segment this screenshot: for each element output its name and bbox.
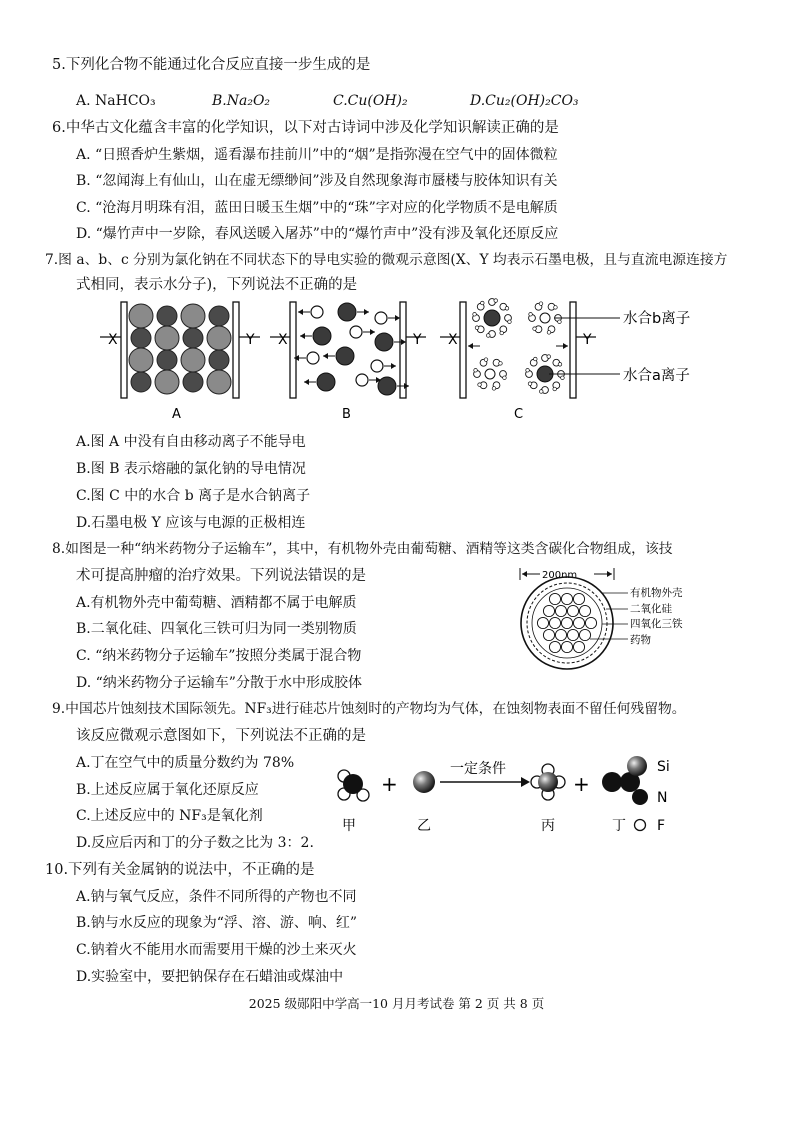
water-hydrogen: [528, 382, 532, 386]
drug-particle: [567, 605, 578, 616]
water-hydrogen: [473, 312, 477, 316]
electrode-y-label: Y: [413, 332, 422, 348]
q10-option-d: D.实验室中，要把钠保存在石蜡油或煤油中: [76, 969, 344, 985]
ionic-lattice: [129, 304, 231, 394]
legend-si-label: Si: [657, 759, 670, 775]
q5-option-b: B.Na₂O₂: [212, 93, 271, 109]
water-hydrogen: [500, 331, 504, 335]
species-bing-sif4: [531, 764, 565, 800]
q8-option-b: B.二氧化硅、四氧化三铁可归为同一类别物质: [76, 621, 357, 637]
q9-stem-line1: 9.中国芯片蚀刻技术国际领先。NF₃进行硅芯片蚀刻时的产物均为气体，在蚀刻物表面不留任何残留物。: [52, 701, 686, 717]
scale-label: 200nm: [542, 570, 578, 581]
chloride-ion: [181, 348, 205, 372]
molten-ions: [294, 303, 409, 395]
water-hydrogen: [533, 327, 537, 331]
q10-option-b: B.钠与水反应的现象为“浮、溶、游、响、红”: [76, 915, 358, 931]
electrode-x-label: X: [278, 332, 288, 348]
water-hydrogen: [529, 312, 533, 316]
q8-nanocarrier-figure: [510, 566, 710, 672]
q5-stem: 5.下列化合物不能通过化合反应直接一步生成的是: [52, 57, 371, 73]
chloride-ion: [129, 304, 153, 328]
q9-stem-line2: 该反应微观示意图如下，下列说法不正确的是: [76, 728, 366, 744]
electrode-y-label: Y: [246, 332, 255, 348]
plus-sign: +: [381, 772, 398, 796]
water-hydrogen: [547, 331, 551, 335]
q8-option-d: D. “纳米药物分子运输车”分散于水中形成胶体: [76, 675, 362, 691]
chloride-ion: [129, 348, 153, 372]
species-yi-si: [413, 771, 435, 793]
q5-option-c: C.Cu(OH)₂: [333, 93, 408, 109]
q10-option-c: C.钠着火不能用水而需要用干燥的沙土来灭火: [76, 942, 357, 958]
q9-option-b: B.上述反应属于氧化还原反应: [76, 782, 259, 798]
water-hydrogen: [526, 368, 530, 372]
water-hydrogen: [484, 358, 488, 362]
drug-particle: [543, 605, 554, 616]
electrode-x: [121, 302, 127, 398]
drug-particles: [537, 593, 596, 652]
drug-particle: [561, 593, 572, 604]
hydrated-ion-core: [540, 313, 550, 323]
q7-option-c: C.图 C 中的水合 b 离子是水合钠离子: [76, 488, 311, 504]
water-hydrogen: [539, 390, 543, 394]
q7-panel-a: [100, 302, 260, 422]
q10-stem: 10.下列有关金属钠的说法中，不正确的是: [45, 862, 315, 878]
species-name-bing: 丙: [541, 818, 555, 834]
ion-motion-arrow-head: [468, 343, 473, 349]
chloride-ion: [371, 360, 383, 372]
water-hydrogen: [492, 387, 496, 391]
legend-n-atom: [632, 789, 648, 805]
electrode-x: [460, 302, 466, 398]
hydrated-ion-core: [484, 310, 500, 326]
page-footer: 2025 级郧阳中学高一10 月月考试卷 第 2 页 共 8 页: [248, 996, 545, 1011]
drug-particle: [555, 629, 566, 640]
q8-option-c: C. “纳米药物分子运输车”按照分类属于混合物: [76, 648, 362, 664]
electrode-y-label: Y: [583, 332, 592, 348]
sodium-ion: [183, 372, 203, 392]
water-hydrogen: [480, 301, 484, 305]
electrode-x: [290, 302, 296, 398]
sodium-ion: [375, 333, 393, 351]
q8-option-a: A.有机物外壳中葡萄糖、酒精都不属于电解质: [76, 595, 357, 611]
q9-reaction-figure: [330, 750, 700, 856]
chloride-ion: [356, 374, 368, 386]
q8-stem-line1: 8.如图是一种“纳米药物分子运输车”，其中，有机物外壳由葡萄糖、酒精等这类含碳化合物组成，该技: [52, 541, 673, 557]
water-hydrogen: [508, 320, 512, 324]
sodium-ion: [131, 328, 151, 348]
hydrated-ion: [473, 299, 512, 338]
label-silica: 二氧化硅: [630, 603, 672, 615]
water-hydrogen: [553, 387, 557, 391]
water-hydrogen: [486, 334, 490, 338]
chloride-ion: [207, 370, 231, 394]
q9-option-c: C.上述反应中的 NF₃是氧化剂: [76, 808, 263, 824]
label-drug: 药物: [630, 634, 651, 646]
sodium-ion: [131, 372, 151, 392]
electrode-x-label: X: [448, 332, 458, 348]
ion-motion-arrow-head: [395, 315, 400, 321]
callout-hydrated-b: 水合b离子: [623, 311, 691, 327]
ion-motion-arrow-head: [391, 363, 396, 369]
q7-stem-line2: 式相同，表示水分子)，下列说法不正确的是: [76, 277, 358, 293]
ion-motion-arrow-head: [304, 379, 309, 385]
drug-particle: [561, 641, 572, 652]
water-hydrogen: [475, 326, 479, 330]
water-hydrogen: [554, 306, 558, 310]
sodium-ion: [157, 350, 177, 370]
species-name-ding: 丁: [612, 818, 626, 834]
q9-option-d: D.反应后丙和丁的分子数之比为 3：2.: [76, 835, 314, 851]
chloride-ion: [307, 352, 319, 364]
sodium-ion: [157, 306, 177, 326]
electrode-y: [570, 302, 576, 398]
q7-panel-b: [270, 302, 426, 422]
ion-motion-arrow-head: [323, 353, 328, 359]
legend-n-label: N: [657, 790, 668, 806]
water-hydrogen: [503, 376, 507, 380]
water-hydrogen: [474, 368, 478, 372]
drug-particle: [549, 617, 560, 628]
sodium-ion: [183, 328, 203, 348]
ion-motion-arrow-head: [298, 309, 303, 315]
sodium-ion: [378, 377, 396, 395]
drug-particle: [579, 605, 590, 616]
water-hydrogen: [533, 357, 537, 361]
water-hydrogen: [539, 302, 543, 306]
hydrated-ions: [468, 299, 568, 394]
ion-motion-arrow-head: [370, 329, 375, 335]
chloride-ion: [181, 304, 205, 328]
chloride-ion: [350, 326, 362, 338]
sodium-ion: [317, 373, 335, 391]
q6-stem: 6.中华古文化蕴含丰富的化学知识，以下对古诗词中涉及化学知识解读正确的是: [52, 120, 559, 136]
q6-option-c: C. “沧海月明珠有泪，蓝田日暖玉生烟”中的“珠”字对应的化学物质不是电解质: [76, 200, 558, 216]
species-name-yi: 乙: [417, 818, 431, 834]
drug-particle: [573, 617, 584, 628]
drug-particle: [549, 641, 560, 652]
q6-option-a: A. “日照香炉生紫烟，遥看瀑布挂前川”中的“烟”是指弥漫在空气中的固体微粒: [76, 147, 558, 163]
sodium-ion: [209, 306, 229, 326]
label-organic-shell: 有机物外壳: [630, 587, 683, 599]
q7-option-a: A.图 A 中没有自由移动离子不能导电: [76, 434, 306, 450]
q8-stem-line2: 术可提高肿瘤的治疗效果。下列说法错误的是: [76, 568, 366, 584]
hydrated-ion: [474, 358, 507, 390]
ion-motion-arrow-head: [364, 309, 369, 315]
legend-f-label: F: [657, 818, 666, 834]
q7-stem-line1: 7.图 a、b、c 分别为氯化钠在不同状态下的导电实验的微观示意图(X、Y 均表示石墨电极，且与直流电源连接方: [45, 252, 728, 268]
panel-label-a: A: [172, 407, 181, 422]
drug-particle: [585, 617, 596, 628]
q7-option-d: D.石墨电极 Y 应该与电源的正极相连: [76, 515, 306, 531]
callout-hydrated-a: 水合a离子: [623, 368, 690, 384]
legend-si-atom: [627, 756, 647, 776]
q5-option-a: A. NaHCO₃: [76, 93, 156, 109]
drug-particle: [555, 605, 566, 616]
drug-particle: [567, 629, 578, 640]
water-hydrogen: [547, 355, 551, 359]
electrode-y: [400, 302, 406, 398]
species-jia-nf3: [338, 770, 369, 801]
drug-particle: [573, 641, 584, 652]
q10-option-a: A.钠与氧气反应，条件不同所得的产物也不同: [76, 889, 357, 905]
drug-particle: [543, 629, 554, 640]
q7-option-b: B.图 B 表示熔融的氯化钠的导电情况: [76, 461, 306, 477]
sodium-ion: [313, 327, 331, 345]
species-name-jia: 甲: [342, 818, 356, 834]
sodium-ion: [336, 347, 354, 365]
sodium-ion: [209, 350, 229, 370]
chloride-ion: [155, 370, 179, 394]
q5-option-d: D.Cu₂(OH)₂CO₃: [470, 93, 579, 109]
drug-particle: [537, 617, 548, 628]
drug-particle: [561, 617, 572, 628]
chloride-ion: [311, 306, 323, 318]
panel-label-b: B: [342, 407, 351, 422]
drug-particle: [579, 629, 590, 640]
plus-sign: +: [573, 772, 590, 796]
water-hydrogen: [478, 383, 482, 387]
water-hydrogen: [561, 376, 565, 380]
water-hydrogen: [558, 320, 562, 324]
ion-motion-arrow-head: [563, 343, 568, 349]
ion-motion-arrow-head: [300, 333, 305, 339]
q9-option-a: A.丁在空气中的质量分数约为 78%: [76, 755, 295, 771]
hydrated-ion-core: [485, 369, 495, 379]
water-hydrogen: [558, 362, 562, 366]
q7-panel-c: [440, 299, 690, 422]
water-hydrogen: [499, 362, 503, 366]
drug-particle: [573, 593, 584, 604]
chloride-ion: [155, 326, 179, 350]
drug-particle: [549, 593, 560, 604]
reaction-condition: 一定条件: [450, 761, 506, 777]
q7-conductivity-figure: [100, 296, 710, 422]
legend-f-atom: [635, 820, 646, 831]
chloride-ion: [207, 326, 231, 350]
water-hydrogen: [494, 299, 498, 303]
electrode-y: [233, 302, 239, 398]
panel-label-c: C: [514, 407, 524, 422]
label-iron-oxide: 四氧化三铁: [630, 618, 683, 630]
water-hydrogen: [505, 306, 509, 310]
q6-option-b: B. “忽闻海上有仙山，山在虚无缥缈间”涉及自然现象海市蜃楼与胶体知识有关: [76, 173, 558, 189]
sodium-ion: [338, 303, 356, 321]
q6-option-d: D. “爆竹声中一岁除，春风送暖入屠苏”中的“爆竹声中”没有涉及氧化还原反应: [76, 226, 559, 242]
electrode-x-label: X: [108, 332, 118, 348]
chloride-ion: [375, 312, 387, 324]
